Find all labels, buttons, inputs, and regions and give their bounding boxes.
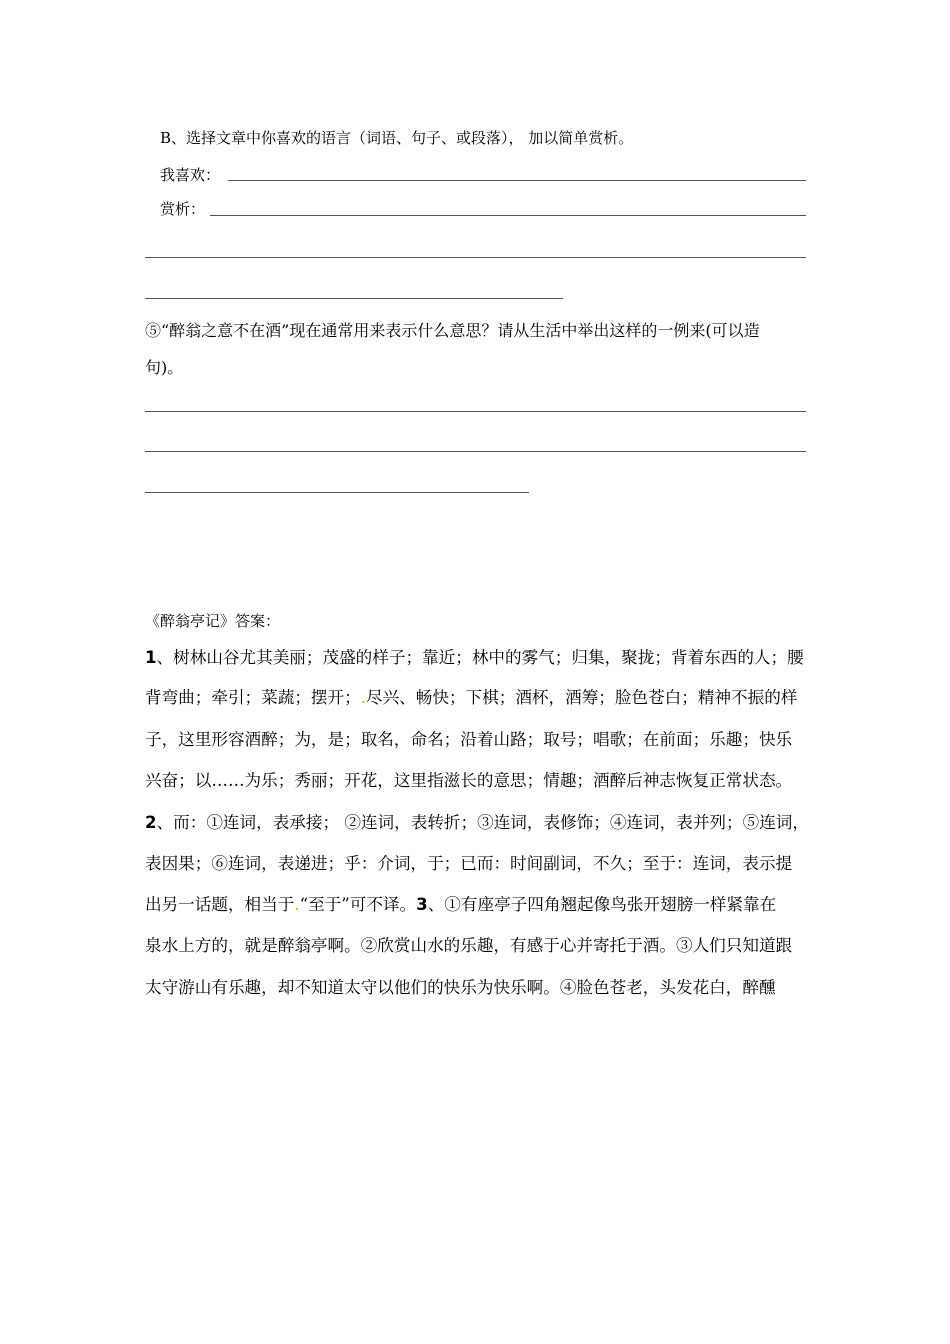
answer-line-7-part-c: 、①有座亭子四角翘起像鸟张开翅膀一样紧靠在: [427, 895, 777, 914]
like-answer-line: [228, 180, 806, 181]
question-5-answer-line-3: [145, 492, 529, 493]
answer-line-2-mark: .: [360, 688, 366, 707]
answer-line-7-mark: .: [294, 895, 300, 914]
answer-line-3: 子，这里形容酒醉；为，是；取名，命名；沿着山路；取号；唱歌；在前面；乐趣；快乐: [145, 730, 793, 749]
answer-line-2-part-b: 尽兴、畅快；下棋；酒杯，酒筹；脸色苍白；精神不振的样: [366, 688, 798, 707]
answer-line-9: 太守游山有乐趣，却不知道太守以他们的快乐为快乐啊。④脸色苍老，头发花白，醉醺: [145, 978, 776, 997]
answer-line-2-part-a: 背弯曲；牵引；菜蔬；摆开；: [145, 688, 361, 707]
answer-1-text: 、树林山谷尤其美丽；茂盛的样子；靠近；林中的雾气；归集，聚拢；背着东西的人；腰: [156, 648, 804, 667]
section-b-prompt: B、选择文章中你喜欢的语言（词语、句子、或段落）， 加以简单赏析。: [160, 129, 634, 147]
answer-line-6: 表因果；⑥连词，表递进；乎：介词，于；已而：时间副词，不久；至于：连词，表示提: [145, 854, 793, 873]
answer-line-4: 兴奋；以……为乐；秀丽；开花，这里指滋长的意思；情趣；酒醉后神志恢复正常状态。: [145, 771, 793, 790]
answer-1-number: 1: [145, 648, 157, 667]
answer-line-7-part-a: 出另一话题，相当于: [145, 895, 295, 914]
question-5-line-2: 句)。: [145, 358, 184, 377]
question-5-answer-line-1: [145, 411, 806, 412]
answer-2-number: 2: [145, 813, 157, 832]
like-label: 我喜欢：: [160, 166, 221, 184]
answer-line-8: 泉水上方的，就是醉翁亭啊。②欣赏山水的乐趣，有感于心并寄托于酒。③人们只知道跟: [145, 936, 793, 955]
question-5-answer-line-2: [145, 451, 806, 452]
analysis-answer-line-2: [145, 257, 806, 258]
answer-3-number: 3: [416, 895, 428, 914]
answer-line-2: [145, 687, 797, 709]
answers-title: 《醉翁亭记》答案：: [145, 612, 281, 630]
analysis-label: 赏析：: [160, 200, 206, 218]
analysis-answer-line-3: [145, 298, 563, 299]
answer-2-text: 、而：①连词，表承接； ②连词，表转折；③连词，表修饰；④连词，表并列；⑤连词，: [156, 813, 809, 832]
answer-line-1: [145, 647, 804, 669]
answer-line-7-part-b: “至于”可不译。: [299, 895, 417, 914]
answer-line-7: [145, 894, 776, 916]
answer-line-5: [145, 812, 809, 834]
question-5-line-1: ⑤“醉翁之意不在酒”现在通常用来表示什么意思？请从生活中举出这样的一例来(可以造: [145, 321, 760, 340]
analysis-answer-line-1: [210, 215, 806, 216]
